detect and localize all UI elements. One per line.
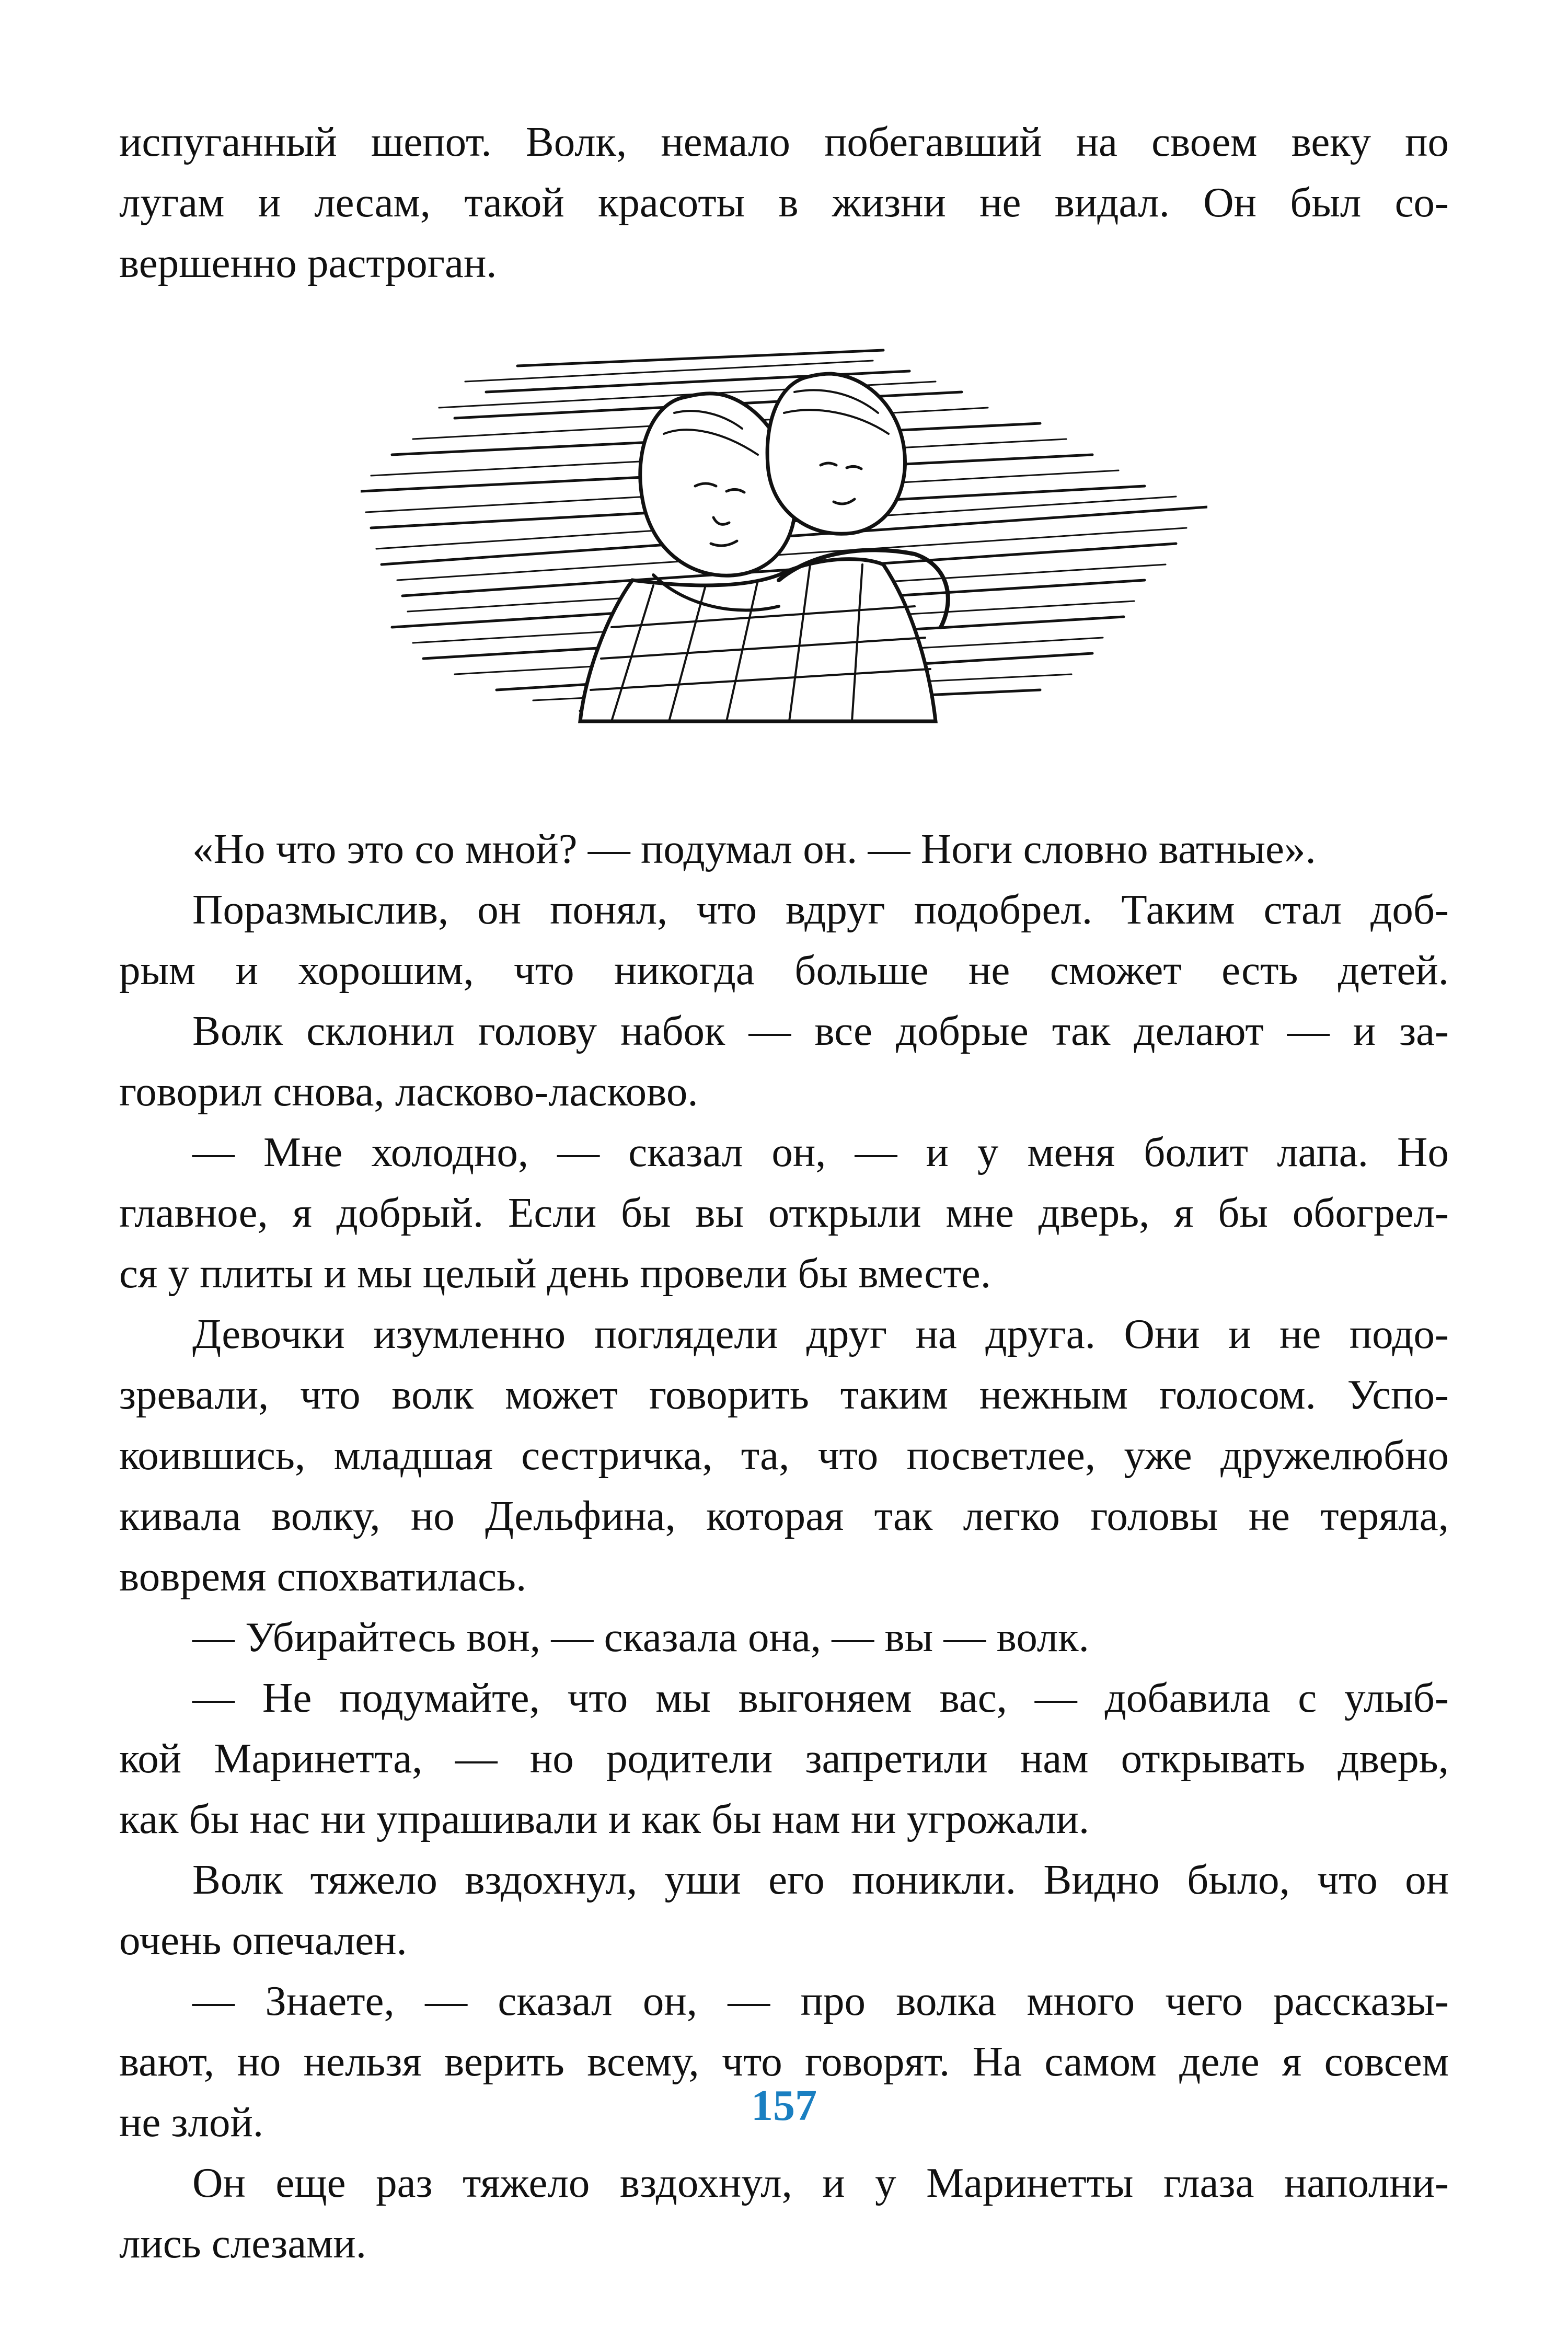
text-line: коившись, младшая сестричка, та, что посветлее, уже дружелюбно — [119, 1432, 1449, 1479]
text-line: зревали, что волк может говорить таким нежным голосом. Успо- — [119, 1371, 1449, 1418]
main-text — [119, 818, 1449, 2274]
text-line: Волк склонил голову набок — все добрые так делают — и за- — [192, 1007, 1449, 1054]
text-line: — Убирайтесь вон, — сказала она, — вы — волк. — [192, 1613, 1089, 1661]
text-line: Поразмыслив, он понял, что вдруг подобрел. Таким стал доб- — [192, 886, 1449, 933]
page-number: 157 — [751, 2081, 817, 2130]
text-line: — Не подумайте, что мы выгоняем вас, — добавила с улыб- — [192, 1674, 1449, 1721]
text-line: вовремя спохватилась. — [119, 1553, 527, 1600]
paragraph — [119, 879, 1449, 1000]
text-line: лись слезами. — [119, 2220, 367, 2267]
text-line: испуганный шепот. Волк, немало побегавший на своем веку по — [119, 118, 1449, 165]
paragraph — [119, 818, 1449, 879]
text-line: ся у плиты и мы целый день провели бы вместе. — [119, 1250, 991, 1297]
text-line: очень опечален. — [119, 1917, 407, 1964]
text-line: кой Маринетта, — но родители запретили нам открывать дверь, — [119, 1735, 1449, 1782]
text-line: вершенно растроган. — [119, 239, 497, 286]
text-line: не злой. — [119, 2099, 264, 2146]
text-line: — Мне холодно, — сказал он, — и у меня болит лапа. Но — [192, 1128, 1449, 1175]
paragraph — [119, 1122, 1449, 1304]
paragraph — [119, 1304, 1449, 1607]
paragraph — [119, 1607, 1449, 1667]
text-line: «Но что это со мной? — подумал он. — Ноги словно ватные». — [192, 825, 1316, 872]
text-line: рым и хорошим, что никогда больше не сможет есть детей. — [119, 947, 1449, 994]
text-line: Он еще раз тяжело вздохнул, и у Маринетты глаза наполни- — [192, 2159, 1449, 2206]
text-line: главное, я добрый. Если бы вы открыли мне дверь, я бы обогрел- — [119, 1189, 1449, 1236]
top-paragraph — [119, 111, 1449, 293]
text-line: Девочки изумленно поглядели друг на друга. Они и не подо- — [192, 1310, 1449, 1357]
text-line: говорил снова, ласково-ласково. — [119, 1068, 698, 1115]
text-line: кивала волку, но Дельфина, которая так легко головы не теряла, — [119, 1492, 1449, 1539]
paragraph — [119, 1000, 1449, 1122]
ink-sketch-two-girls-embracing-icon — [361, 335, 1207, 732]
paragraph — [119, 1849, 1449, 1970]
text-line: Волк тяжело вздохнул, уши его поникли. Видно было, что он — [192, 1856, 1449, 1903]
paragraph — [119, 2152, 1449, 2274]
text-line: лугам и лесам, такой красоты в жизни не видал. Он был со- — [119, 179, 1449, 226]
text-line: вают, но нельзя верить всему, что говорят. На самом деле я совсем — [119, 2038, 1449, 2085]
paragraph — [119, 1667, 1449, 1849]
text-line: — Знаете, — сказал он, — про волка много чего рассказы- — [192, 1977, 1449, 2024]
text-line: как бы нас ни упрашивали и как бы нам ни угрожали. — [119, 1795, 1090, 1842]
